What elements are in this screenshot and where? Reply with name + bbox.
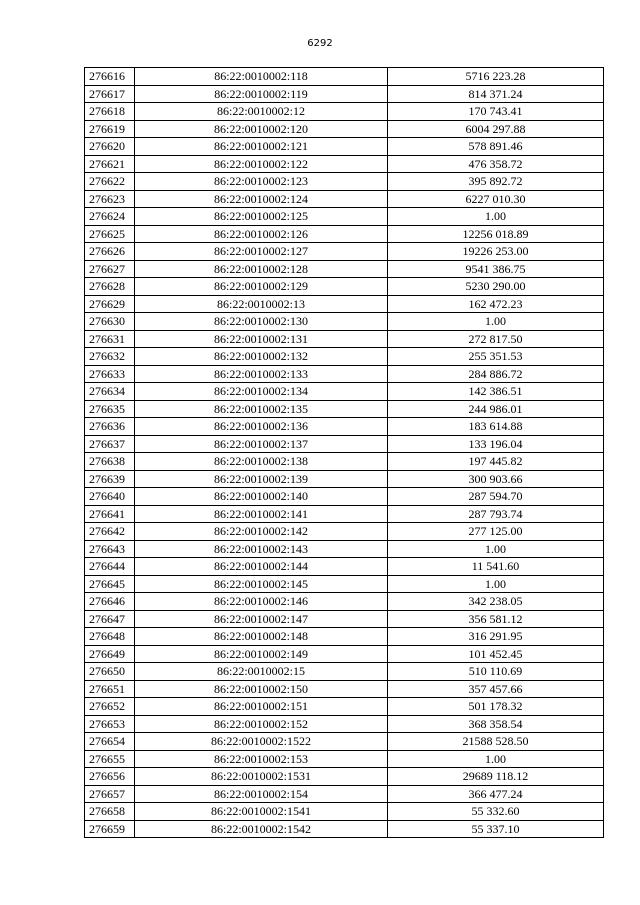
table-row xyxy=(85,225,604,243)
cadastral-value-cell: 244 986.01 xyxy=(388,400,604,418)
row-number-cell: 276625 xyxy=(85,225,135,243)
row-number-cell: 276633 xyxy=(85,365,135,383)
row-number-cell: 276638 xyxy=(85,453,135,471)
row-number-cell: 276654 xyxy=(85,733,135,751)
cadastral-value-cell: 395 892.72 xyxy=(388,173,604,191)
cadastral-value-cell: 133 196.04 xyxy=(388,435,604,453)
cadastral-number-cell: 86:22:0010002:137 xyxy=(135,435,388,453)
row-number-cell: 276650 xyxy=(85,663,135,681)
table-row xyxy=(85,208,604,226)
cadastral-number-cell: 86:22:0010002:12 xyxy=(135,103,388,121)
cadastral-number-cell: 86:22:0010002:142 xyxy=(135,523,388,541)
table-row xyxy=(85,750,604,768)
row-number-cell: 276657 xyxy=(85,785,135,803)
table-row xyxy=(85,155,604,173)
table-row xyxy=(85,523,604,541)
cadastral-number-cell: 86:22:0010002:141 xyxy=(135,505,388,523)
table-row xyxy=(85,645,604,663)
row-number-cell: 276628 xyxy=(85,278,135,296)
cadastral-value-cell: 357 457.66 xyxy=(388,680,604,698)
cadastral-number-cell: 86:22:0010002:120 xyxy=(135,120,388,138)
cadastral-number-cell: 86:22:0010002:153 xyxy=(135,750,388,768)
table-row xyxy=(85,820,604,838)
row-number-cell: 276644 xyxy=(85,558,135,576)
cadastral-value-cell: 29689 118.12 xyxy=(388,768,604,786)
row-number-cell: 276639 xyxy=(85,470,135,488)
cadastral-value-cell: 55 332.60 xyxy=(388,803,604,821)
cadastral-number-cell: 86:22:0010002:122 xyxy=(135,155,388,173)
table-row xyxy=(85,295,604,313)
cadastral-number-cell: 86:22:0010002:146 xyxy=(135,593,388,611)
cadastral-table xyxy=(84,67,604,838)
table-row xyxy=(85,330,604,348)
cadastral-number-cell: 86:22:0010002:138 xyxy=(135,453,388,471)
row-number-cell: 276648 xyxy=(85,628,135,646)
cadastral-number-cell: 86:22:0010002:13 xyxy=(135,295,388,313)
row-number-cell: 276641 xyxy=(85,505,135,523)
cadastral-value-cell: 19226 253.00 xyxy=(388,243,604,261)
cadastral-number-cell: 86:22:0010002:135 xyxy=(135,400,388,418)
cadastral-value-cell: 277 125.00 xyxy=(388,523,604,541)
cadastral-number-cell: 86:22:0010002:123 xyxy=(135,173,388,191)
row-number-cell: 276623 xyxy=(85,190,135,208)
row-number-cell: 276629 xyxy=(85,295,135,313)
cadastral-number-cell: 86:22:0010002:144 xyxy=(135,558,388,576)
cadastral-number-cell: 86:22:0010002:148 xyxy=(135,628,388,646)
table-row xyxy=(85,733,604,751)
table-row xyxy=(85,540,604,558)
row-number-cell: 276631 xyxy=(85,330,135,348)
cadastral-number-cell: 86:22:0010002:15 xyxy=(135,663,388,681)
cadastral-number-cell: 86:22:0010002:1541 xyxy=(135,803,388,821)
cadastral-value-cell: 1.00 xyxy=(388,208,604,226)
cadastral-value-cell: 142 386.51 xyxy=(388,383,604,401)
cadastral-value-cell: 284 886.72 xyxy=(388,365,604,383)
row-number-cell: 276619 xyxy=(85,120,135,138)
cadastral-value-cell: 1.00 xyxy=(388,540,604,558)
cadastral-value-cell: 510 110.69 xyxy=(388,663,604,681)
row-number-cell: 276616 xyxy=(85,68,135,86)
row-number-cell: 276632 xyxy=(85,348,135,366)
row-number-cell: 276653 xyxy=(85,715,135,733)
row-number-cell: 276645 xyxy=(85,575,135,593)
cadastral-number-cell: 86:22:0010002:124 xyxy=(135,190,388,208)
cadastral-number-cell: 86:22:0010002:1531 xyxy=(135,768,388,786)
cadastral-value-cell: 11 541.60 xyxy=(388,558,604,576)
row-number-cell: 276656 xyxy=(85,768,135,786)
table-row xyxy=(85,575,604,593)
table-row xyxy=(85,505,604,523)
cadastral-number-cell: 86:22:0010002:132 xyxy=(135,348,388,366)
table-row xyxy=(85,365,604,383)
cadastral-number-cell: 86:22:0010002:129 xyxy=(135,278,388,296)
table-row xyxy=(85,190,604,208)
table-row xyxy=(85,418,604,436)
cadastral-value-cell: 501 178.32 xyxy=(388,698,604,716)
cadastral-value-cell: 255 351.53 xyxy=(388,348,604,366)
cadastral-value-cell: 5230 290.00 xyxy=(388,278,604,296)
row-number-cell: 276624 xyxy=(85,208,135,226)
table-body xyxy=(85,68,604,838)
cadastral-value-cell: 366 477.24 xyxy=(388,785,604,803)
table-row xyxy=(85,120,604,138)
table-row xyxy=(85,698,604,716)
cadastral-value-cell: 316 291.95 xyxy=(388,628,604,646)
cadastral-value-cell: 170 743.41 xyxy=(388,103,604,121)
table-row xyxy=(85,453,604,471)
cadastral-number-cell: 86:22:0010002:143 xyxy=(135,540,388,558)
cadastral-number-cell: 86:22:0010002:139 xyxy=(135,470,388,488)
table-row xyxy=(85,260,604,278)
cadastral-value-cell: 101 452.45 xyxy=(388,645,604,663)
row-number-cell: 276630 xyxy=(85,313,135,331)
row-number-cell: 276618 xyxy=(85,103,135,121)
table-row xyxy=(85,103,604,121)
cadastral-value-cell: 578 891.46 xyxy=(388,138,604,156)
table-row xyxy=(85,348,604,366)
cadastral-value-cell: 21588 528.50 xyxy=(388,733,604,751)
cadastral-number-cell: 86:22:0010002:1522 xyxy=(135,733,388,751)
cadastral-number-cell: 86:22:0010002:149 xyxy=(135,645,388,663)
table-row xyxy=(85,243,604,261)
table-row xyxy=(85,715,604,733)
cadastral-number-cell: 86:22:0010002:150 xyxy=(135,680,388,698)
row-number-cell: 276636 xyxy=(85,418,135,436)
cadastral-number-cell: 86:22:0010002:127 xyxy=(135,243,388,261)
row-number-cell: 276646 xyxy=(85,593,135,611)
cadastral-value-cell: 197 445.82 xyxy=(388,453,604,471)
row-number-cell: 276640 xyxy=(85,488,135,506)
table-row xyxy=(85,610,604,628)
cadastral-number-cell: 86:22:0010002:140 xyxy=(135,488,388,506)
table-row xyxy=(85,558,604,576)
row-number-cell: 276652 xyxy=(85,698,135,716)
row-number-cell: 276643 xyxy=(85,540,135,558)
cadastral-value-cell: 272 817.50 xyxy=(388,330,604,348)
cadastral-value-cell: 287 793.74 xyxy=(388,505,604,523)
table-row xyxy=(85,400,604,418)
cadastral-value-cell: 814 371.24 xyxy=(388,85,604,103)
cadastral-number-cell: 86:22:0010002:136 xyxy=(135,418,388,436)
cadastral-value-cell: 356 581.12 xyxy=(388,610,604,628)
cadastral-number-cell: 86:22:0010002:152 xyxy=(135,715,388,733)
table-row xyxy=(85,628,604,646)
cadastral-number-cell: 86:22:0010002:134 xyxy=(135,383,388,401)
cadastral-number-cell: 86:22:0010002:147 xyxy=(135,610,388,628)
cadastral-value-cell: 9541 386.75 xyxy=(388,260,604,278)
table-row xyxy=(85,803,604,821)
cadastral-value-cell: 55 337.10 xyxy=(388,820,604,838)
table-row xyxy=(85,768,604,786)
cadastral-value-cell: 476 358.72 xyxy=(388,155,604,173)
cadastral-value-cell: 342 238.05 xyxy=(388,593,604,611)
table-row xyxy=(85,680,604,698)
row-number-cell: 276621 xyxy=(85,155,135,173)
cadastral-number-cell: 86:22:0010002:151 xyxy=(135,698,388,716)
cadastral-number-cell: 86:22:0010002:121 xyxy=(135,138,388,156)
table-row xyxy=(85,278,604,296)
cadastral-number-cell: 86:22:0010002:128 xyxy=(135,260,388,278)
cadastral-value-cell: 12256 018.89 xyxy=(388,225,604,243)
row-number-cell: 276634 xyxy=(85,383,135,401)
row-number-cell: 276622 xyxy=(85,173,135,191)
cadastral-value-cell: 300 903.66 xyxy=(388,470,604,488)
cadastral-value-cell: 6227 010.30 xyxy=(388,190,604,208)
row-number-cell: 276617 xyxy=(85,85,135,103)
row-number-cell: 276635 xyxy=(85,400,135,418)
table-row xyxy=(85,663,604,681)
cadastral-number-cell: 86:22:0010002:133 xyxy=(135,365,388,383)
cadastral-number-cell: 86:22:0010002:118 xyxy=(135,68,388,86)
cadastral-value-cell: 287 594.70 xyxy=(388,488,604,506)
cadastral-number-cell: 86:22:0010002:130 xyxy=(135,313,388,331)
table-row xyxy=(85,138,604,156)
table-row xyxy=(85,173,604,191)
cadastral-value-cell: 1.00 xyxy=(388,575,604,593)
cadastral-number-cell: 86:22:0010002:154 xyxy=(135,785,388,803)
row-number-cell: 276626 xyxy=(85,243,135,261)
table-row xyxy=(85,593,604,611)
row-number-cell: 276659 xyxy=(85,820,135,838)
cadastral-number-cell: 86:22:0010002:119 xyxy=(135,85,388,103)
table-row xyxy=(85,435,604,453)
cadastral-number-cell: 86:22:0010002:1542 xyxy=(135,820,388,838)
row-number-cell: 276658 xyxy=(85,803,135,821)
cadastral-number-cell: 86:22:0010002:145 xyxy=(135,575,388,593)
table-row xyxy=(85,313,604,331)
cadastral-number-cell: 86:22:0010002:126 xyxy=(135,225,388,243)
row-number-cell: 276620 xyxy=(85,138,135,156)
row-number-cell: 276637 xyxy=(85,435,135,453)
row-number-cell: 276649 xyxy=(85,645,135,663)
cadastral-value-cell: 1.00 xyxy=(388,313,604,331)
table-row xyxy=(85,785,604,803)
row-number-cell: 276627 xyxy=(85,260,135,278)
cadastral-value-cell: 1.00 xyxy=(388,750,604,768)
cadastral-value-cell: 5716 223.28 xyxy=(388,68,604,86)
cadastral-value-cell: 183 614.88 xyxy=(388,418,604,436)
table-row xyxy=(85,383,604,401)
table-row xyxy=(85,85,604,103)
row-number-cell: 276642 xyxy=(85,523,135,541)
cadastral-number-cell: 86:22:0010002:125 xyxy=(135,208,388,226)
row-number-cell: 276647 xyxy=(85,610,135,628)
cadastral-number-cell: 86:22:0010002:131 xyxy=(135,330,388,348)
cadastral-value-cell: 162 472.23 xyxy=(388,295,604,313)
cadastral-value-cell: 6004 297.88 xyxy=(388,120,604,138)
row-number-cell: 276651 xyxy=(85,680,135,698)
table-row xyxy=(85,68,604,86)
table-row xyxy=(85,488,604,506)
table-row xyxy=(85,470,604,488)
row-number-cell: 276655 xyxy=(85,750,135,768)
cadastral-value-cell: 368 358.54 xyxy=(388,715,604,733)
page-number: 6292 xyxy=(307,38,333,49)
